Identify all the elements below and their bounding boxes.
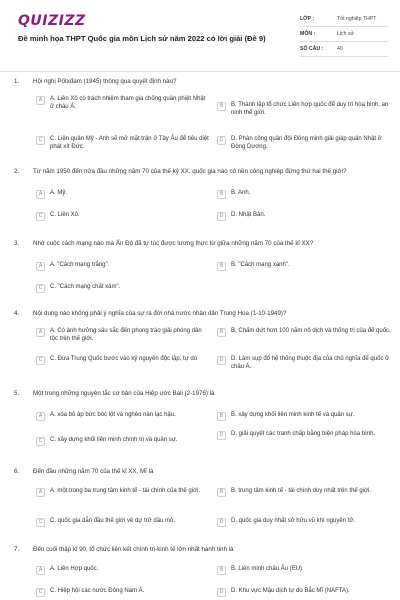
option-badge: D <box>217 212 226 221</box>
question-header <box>0 78 400 88</box>
question-text: Từ năm 1950 đến nửa đầu những năm 70 của thế kỷ XX, quốc gia nào có nền công nghiệp đứng thứ hai thế giới? <box>33 168 347 175</box>
question-header <box>0 310 400 320</box>
option-text: D. Nhật Bản. <box>231 212 266 218</box>
option-text: B. Chấm dứt hơn 100 năm nô dịch và thống trị của đế quốc. <box>231 328 391 334</box>
meta-table <box>300 12 388 57</box>
option-badge: A <box>36 190 45 199</box>
question-text: Đến cuối thập kỉ 90, tổ chức liên kết chính trị-kinh tế lớn nhất hành tinh là <box>33 546 234 553</box>
option-text: C. Liên quân Mỹ - Anh sẽ mở mặt trận ở Tây Âu để tiêu diệt phát xít Đức. <box>50 136 209 150</box>
option-badge: A <box>36 566 45 575</box>
option-badge: D <box>217 588 226 597</box>
option-text: A. Liên Hợp quốc. <box>50 566 99 572</box>
question-text: Hội nghị Pốtxđam (1945) thông qua quyết định nào? <box>33 78 177 85</box>
question-number: 6. <box>14 468 20 475</box>
option-badge: C <box>36 136 45 145</box>
option-badge: B <box>217 488 226 497</box>
meta-value: 40 <box>337 46 343 52</box>
option-text: C. xây dựng khối liên minh chính trị và quân sự. <box>50 437 178 443</box>
option-badge: B <box>217 190 226 199</box>
question-text: Nhờ cuộc cách mạng nào mà Ấn Độ đã tự túc được lương thực từ giữa những năm 70 của thế kỉ XX? <box>33 240 314 247</box>
question-number: 2. <box>14 168 20 175</box>
option-badge: D <box>217 356 226 365</box>
option-badge: C <box>36 437 45 446</box>
option-badge: B <box>217 102 226 111</box>
meta-label: SỐ CÂU : <box>300 46 324 52</box>
question-number: 4. <box>14 310 20 317</box>
option-text: C. "Cách mạng chất xám". <box>50 284 121 290</box>
worksheet-header <box>0 0 400 66</box>
option-badge: C <box>36 284 45 293</box>
option-text: B. "Cách mạng xanh". <box>231 262 290 268</box>
option-text: B. trung tâm kinh tế - tài chính duy nhất trên thế giới. <box>231 488 372 494</box>
question-header <box>0 240 400 250</box>
header-divider <box>0 71 400 72</box>
option-text: D. quốc gia duy nhất sở hữu vũ khí nguyên tử. <box>231 518 356 524</box>
question-number: 3. <box>14 240 20 247</box>
question-header <box>0 468 400 478</box>
option-badge: B <box>217 412 226 421</box>
meta-label: LỚP : <box>300 16 315 22</box>
quizizz-logo: QUIZIZZ <box>18 13 86 29</box>
option-text: D. giải quyết các tranh chấp bằng biện pháp hòa bình. <box>231 431 376 437</box>
option-badge: B <box>217 566 226 575</box>
question-text: Nội dung nào không phải ý nghĩa của sự ra đời nhà nước nhân dân Trung Hoa (1-10-1949)? <box>33 310 287 317</box>
question-header <box>0 546 400 556</box>
option-badge: A <box>36 488 45 497</box>
option-badge: D <box>217 431 226 440</box>
question-header <box>0 390 400 400</box>
option-badge: A <box>36 96 45 105</box>
option-badge: A <box>36 328 45 337</box>
option-text: A. Liên Xô có trách nhiệm tham gia chống quân phiệt Nhật ở châu Á. <box>50 96 206 110</box>
meta-value: Lịch sử <box>337 31 355 37</box>
option-text: C. Hiệp hội các nước Đông Nam Á. <box>50 588 145 594</box>
question-number: 5. <box>14 390 20 397</box>
option-text: A. Mỹ. <box>50 190 68 196</box>
option-text: D. Phân công quân đội Đồng minh giải giáp quân Nhật ở Đông Dương. <box>231 136 382 150</box>
option-badge: B <box>217 262 226 271</box>
meta-row-class <box>300 12 388 27</box>
page-title: Đề minh họa THPT Quốc gia môn Lịch sử năm 2022 có lời giải (Đề 9) <box>18 34 266 43</box>
option-text: C. quốc gia dẫn đầu thế giới về dự trữ dầu mỏ. <box>50 518 176 524</box>
option-badge: C <box>36 212 45 221</box>
meta-value: Tốt nghiệp THPT <box>337 16 377 22</box>
option-text: C. Liên Xô. <box>50 212 80 218</box>
meta-row-subject <box>300 27 388 42</box>
option-text: D. Làm sụp đổ hệ thống thuộc địa của chủ nghĩa đế quốc ở châu Á. <box>231 356 390 370</box>
option-text: B. Anh. <box>231 190 251 196</box>
option-badge: A <box>36 262 45 271</box>
question-text: Một trong những nguyên tắc cơ bản của Hiệp ước Bali (2-1976) là <box>33 390 215 397</box>
option-badge: B <box>217 328 226 337</box>
option-text: A. "Cách mạng trắng". <box>50 262 110 268</box>
question-number: 1. <box>14 78 20 85</box>
option-badge: D <box>217 518 226 527</box>
option-badge: C <box>36 588 45 597</box>
option-text: B. xây dựng khối liên minh kinh tế và quân sự. <box>231 412 355 418</box>
option-text: A. xóa bỏ áp bức bóc lột và nghèo nàn lạc hậu. <box>50 412 176 418</box>
meta-label: MÔN : <box>300 31 316 37</box>
question-text: Đến đầu những năm 70 của thế kỉ XX, Mĩ là <box>33 468 154 475</box>
option-text: D. Khu vực Mậu dịch tự do Bắc Mĩ (NAFTA). <box>231 588 350 594</box>
meta-row-count <box>300 42 388 57</box>
option-text: B. Liên minh châu Âu (EU). <box>231 566 304 572</box>
option-text: C. Đưa Trung Quốc bước vào kỷ nguyên độc lập, tự do <box>50 356 198 362</box>
question-header <box>0 168 400 178</box>
option-badge: C <box>36 356 45 365</box>
option-text: A. Có ảnh hưởng sâu sắc đến phong trào giải phóng dân tộc trên thế giới. <box>50 328 202 342</box>
option-badge: C <box>36 518 45 527</box>
option-badge: D <box>217 136 226 145</box>
option-text: A. một trong ba trung tâm kinh tế - tài chính của thế giới. <box>50 488 201 494</box>
question-number: 7. <box>14 546 20 553</box>
option-text: B. Thành lập tổ chức Liên hợp quốc để duy trì hòa bình, an ninh thế giới. <box>231 102 389 116</box>
option-badge: A <box>36 412 45 421</box>
